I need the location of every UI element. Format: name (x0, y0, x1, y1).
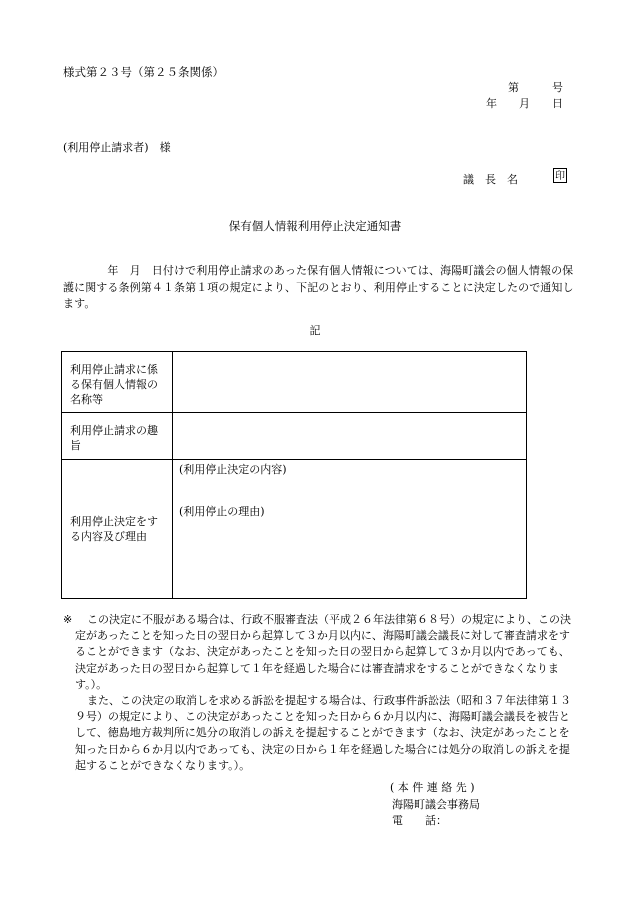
intro-paragraph: 年 月 日付けで利用停止請求のあった保有個人情報については、海陽町議会の個人情報の保護に関する条例第４１条第１項の規定により、下記のとおり、利用停止することに決定したので通知します。 (63, 264, 574, 310)
sender-title: 議 長 名 (463, 173, 518, 186)
table-row (62, 352, 527, 413)
decision-content-label: (利用停止決定の内容) (179, 463, 287, 476)
row-label: 利用停止請求の趣旨 (62, 413, 173, 460)
table-row (62, 413, 527, 460)
decision-table (61, 351, 527, 599)
document-title: 保有個人情報利用停止決定通知書 (228, 219, 402, 233)
date-label: 年 月 日 (486, 97, 563, 110)
note-mark: ※ (63, 613, 73, 626)
contact-phone: 電 話： (392, 814, 447, 827)
appeal-note (63, 612, 579, 774)
seal-box: 印 (553, 168, 567, 183)
document-number-label: 第 号 (508, 81, 563, 94)
contact-block (390, 780, 480, 830)
row-value (173, 460, 527, 599)
form-number: 様式第２３号（第２５条関係） (63, 65, 224, 79)
row-label: 利用停止請求に係る保有個人情報の名称等 (62, 352, 173, 413)
ki-label: 記 (309, 324, 321, 337)
contact-office: 海陽町議会事務局 (392, 797, 480, 811)
note-body (63, 612, 579, 774)
note-paragraph-2: また、この決定の取消しを求める訴訟を提起する場合は、行政事件訴訟法（昭和３７年法律第１３９号）の規定により、この決定があったことを知った日から６か月以内に、海陽町議会議長を被告として、徳島地方裁判所に処分の取消しの訴えを提起することができます（なお、決定があったことを知った日から６か月以内であっても、決定の日から１年を経過した場合には処分の取消しの訴えを提起することができなくなります。）。 (75, 694, 571, 772)
addressee: (利用停止請求者) 様 (63, 141, 171, 154)
note-paragraph-1: この決定に不服がある場合は、行政不服審査法（平成２６年法律第６８号）の規定により、この決定があったことを知った日の翌日から起算して３か月以内に、海陽町議会議長に対して審査請求をすることができます（なお、決定があったことを知った日の翌日から起算して３か月以内であっても、決定があった日の翌日から起算して１年を経過した場合には審査請求をすることができなくなります。）。 (75, 613, 571, 691)
row-label: 利用停止決定をする内容及び理由 (62, 460, 173, 599)
table-row (62, 460, 527, 599)
contact-heading: ( 本 件 連 絡 先 ) (390, 781, 475, 794)
decision-reason-label: (利用停止の理由) (179, 505, 265, 518)
row-value (173, 413, 527, 460)
row-value (173, 352, 527, 413)
